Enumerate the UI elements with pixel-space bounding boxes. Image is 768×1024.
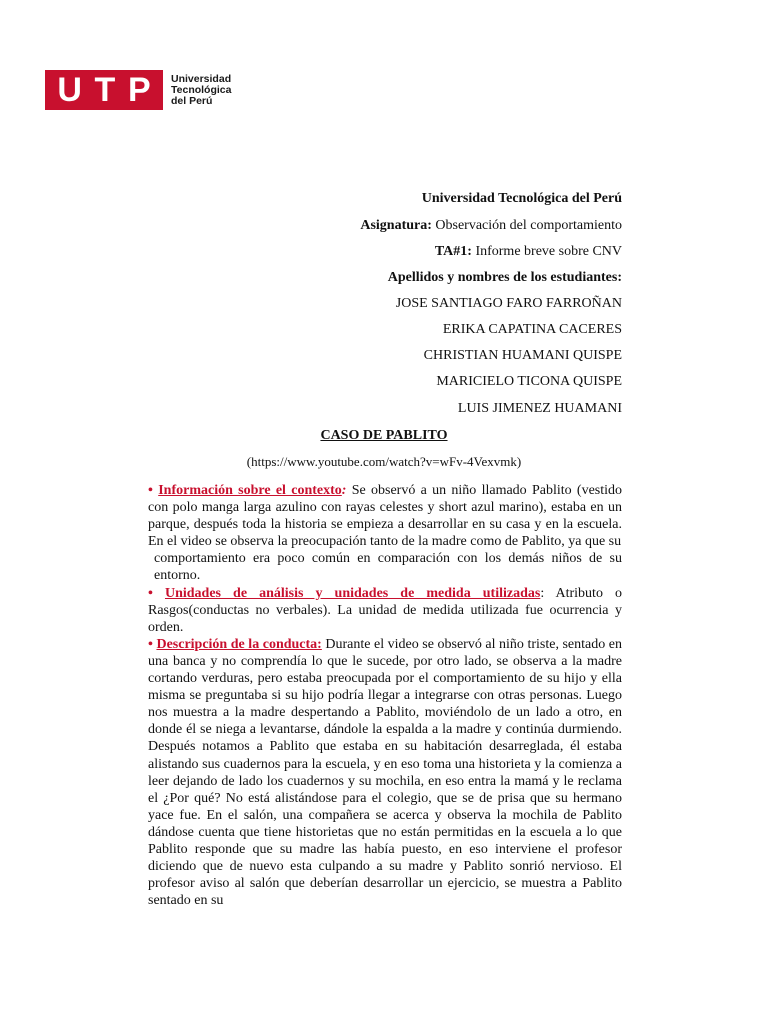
ta-label: TA#1: [434, 244, 472, 259]
student-name: ERIKA CAPATINA CACERES [442, 322, 622, 337]
student-name: CHRISTIAN HUAMANI QUISPE [423, 348, 622, 363]
subject-value: Observación del comportamiento [431, 218, 622, 233]
context-heading: Información sobre el contexto [158, 483, 342, 498]
conduct-section [148, 636, 622, 910]
student-name: JOSE SANTIAGO FARO FARROÑAN [395, 296, 622, 311]
student-name: LUIS JIMENEZ HUAMANI [457, 401, 622, 416]
logo-mark [45, 70, 163, 110]
ta-value: Informe breve sobre CNV [471, 244, 622, 259]
case-url: (https://www.youtube.com/watch?v=wFv-4Vexvmk) [246, 454, 522, 469]
context-section [148, 482, 622, 550]
logo-line: Tecnológica [171, 83, 232, 96]
context-text-continued: comportamiento era poco común en comparación con los demás niños de su entorno. [154, 551, 622, 584]
units-heading: Unidades de análisis y unidades de medida utilizadas [164, 585, 541, 601]
units-text: : Atributo o Rasgos(conductas no verbales). La unidad de medida utilizada fue ocurrencia y orden. [148, 585, 622, 635]
context-colon: : [341, 483, 347, 498]
subject-label: Asignatura: [360, 218, 432, 233]
students-label: Apellidos y nombres de los estudiantes: [387, 270, 622, 285]
context-text: Se observó a un niño llamado Pablito (vestido con polo manga larga azulino con rayas celestes y short azul marino), estaba en un parque, después toda la historia se empieza a desarrollar en su casa y en la escuela. En el video se observa la preocupación tanto de la madre como de Pablito, ya que su [148, 483, 623, 550]
logo-letter-p: P [127, 71, 151, 109]
document-body [148, 482, 622, 909]
bullet: • [148, 585, 153, 601]
subject-line [360, 218, 622, 234]
student-name: MARICIELO TICONA QUISPE [436, 374, 622, 389]
units-section [148, 585, 622, 636]
logo-line: del Perú [171, 94, 213, 107]
utp-logo [45, 70, 231, 110]
conduct-text: Durante el video se observó al niño triste, sentado en una banca y no comprendía lo que le sucede, por otro lado, se observa a la madre cortando verduras, pero estaba preocupada por el comportamiento de su hijo y ella misma se preguntaba si su hijo podría llegar a integrarse con otras personas. Luego nos muestra a la madre despertando a Pablito, moviéndolo de un lado a otro, en donde él se niega a levantarse, dándole la espalda a la madre y continúa durmiendo. Después notamos a Pablito que estaba en su habitación desarreglada, él estaba alistando sus cuadernos para la escuela, y en eso toma una historieta y la comienza a leer dejando de lado los cuadernos y su mochila, en eso entra la mamá y le reclama el ¿Por qué? No está alistándose para el colegio, que se de prisa que su hermano yace fue. En el salón, una compañera se acerca y observa la mochila de Pablito dándose cuenta que tiene historietas que no están permitidas en la escuela a lo que Pablito responde que su madre las había puesto, en eso interviene el profesor diciendo que de nuevo esta culpando a su madre y Pablito sonrió nervioso. El profesor aviso al salón que deberían desarrollar un ejercicio, se muestra a Pablito sentado en su [148, 636, 623, 909]
bullet: • [148, 636, 153, 652]
university-name: Universidad Tecnológica del Perú [421, 191, 622, 206]
conduct-heading: Descripción de la conducta: [156, 636, 322, 652]
bullet: • [148, 483, 153, 498]
case-title: CASO DE PABLITO [320, 428, 448, 443]
logo-line: Universidad [171, 72, 232, 85]
logo-letter-t: T [94, 71, 116, 109]
logo-letter-u: U [57, 71, 82, 109]
logo-wordmark [171, 74, 231, 107]
ta-line [435, 244, 622, 260]
